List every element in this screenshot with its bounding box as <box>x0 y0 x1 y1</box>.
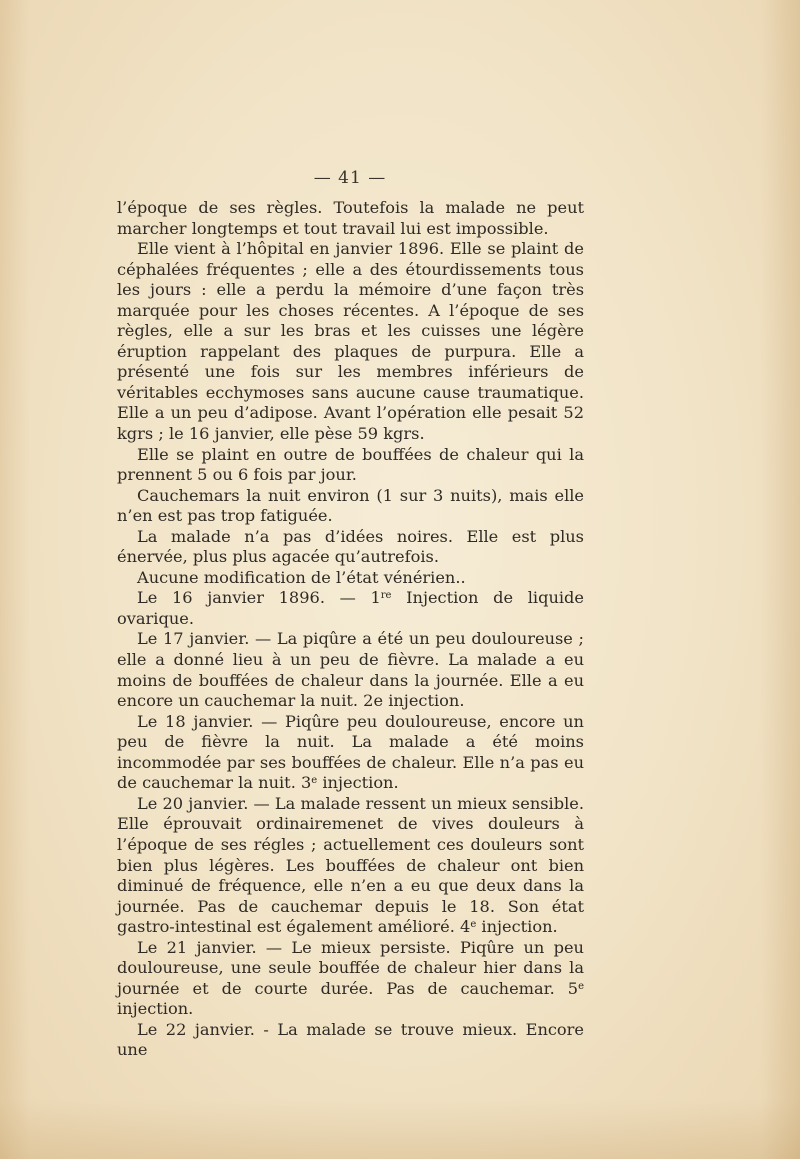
superscript: re <box>380 590 392 602</box>
paragraph: Aucune modification de l’état vénérien.. <box>137 567 466 587</box>
body-text <box>117 198 584 1061</box>
paragraph: Le 20 janvier. — La malade ressent un mieux sensible. Elle éprouvait ordinairemenet de vives douleurs à l’époque de ses régles ; actuellement ces douleurs sont bien plus légères. Les bouffées de chaleur ont bien diminué de fréquence, elle n’en a eu que deux dans la journée. Pas de cauchemar depuis le 18. Son état gastro-intestinal est également amélioré. 4e injection. <box>117 793 584 937</box>
paragraph: Cauchemars la nuit environ (1 sur 3 nuits), mais elle n’en est pas trop fatiguée. <box>117 485 584 526</box>
paragraph: Le 22 janvier. - La malade se trouve mieux. Encore une <box>117 1019 584 1060</box>
paragraph: Le 21 janvier. — Le mieux persiste. Piqûre un peu douloureuse, une seule bouffée de chaleur hier dans la journée et de courte durée. Pas de cauchemar. 5e injection. <box>117 937 584 1019</box>
page-edge-shadow-bottom <box>0 1099 800 1159</box>
paragraph: Le 18 janvier. — Piqûre peu douloureuse, encore un peu de fièvre la nuit. La malade a été moins incommodée par ses bouffées de chaleur. Elle n’a pas eu de cauchemar la nuit. 3e injection. <box>117 711 584 793</box>
page-edge-shadow-right <box>760 0 800 1159</box>
superscript: e <box>311 775 318 787</box>
page-number: — 41 — <box>313 168 387 188</box>
paragraph: l’époque de ses règles. Toutefois la malade ne peut marcher longtemps et tout travail lui est impossible. <box>117 198 584 238</box>
paragraph: Le 17 janvier. — La piqûre a été un peu douloureuse ; elle a donné lieu à un peu de fièvre. La malade a eu moins de bouffées de chaleur dans la journée. Elle a eu encore un cauchemar la nuit. 2e injection. <box>117 629 584 711</box>
paragraph: Elle vient à l’hôpital en janvier 1896. Elle se plaint de céphalées fréquentes ; elle a des étourdissements tous les jours : elle a perdu la mémoire d’une façon très marquée pour les choses récentes. A l’époque de ses règles, elle a sur les bras et les cuisses une légère éruption rappelant des plaques de purpura. Elle a présenté une fois sur les membres inférieurs de véritables ecchymoses sans aucune cause traumatique. Elle a un peu d’adipose. Avant l’opération elle pesait 52 kgrs ; le 16 janvier, elle pèse 59 kgrs. <box>117 239 584 444</box>
superscript: e <box>470 919 477 931</box>
paragraph: Elle se plaint en outre de bouffées de chaleur qui la prennent 5 ou 6 fois par jour. <box>117 444 584 485</box>
superscript: e <box>578 980 584 992</box>
paragraph: Le 16 janvier 1896. — 1re Injection de liquide ovarique. <box>117 588 584 628</box>
paragraph: La malade n’a pas d’idées noires. Elle est plus énervée, plus plus agacée qu’autrefois. <box>117 526 584 567</box>
